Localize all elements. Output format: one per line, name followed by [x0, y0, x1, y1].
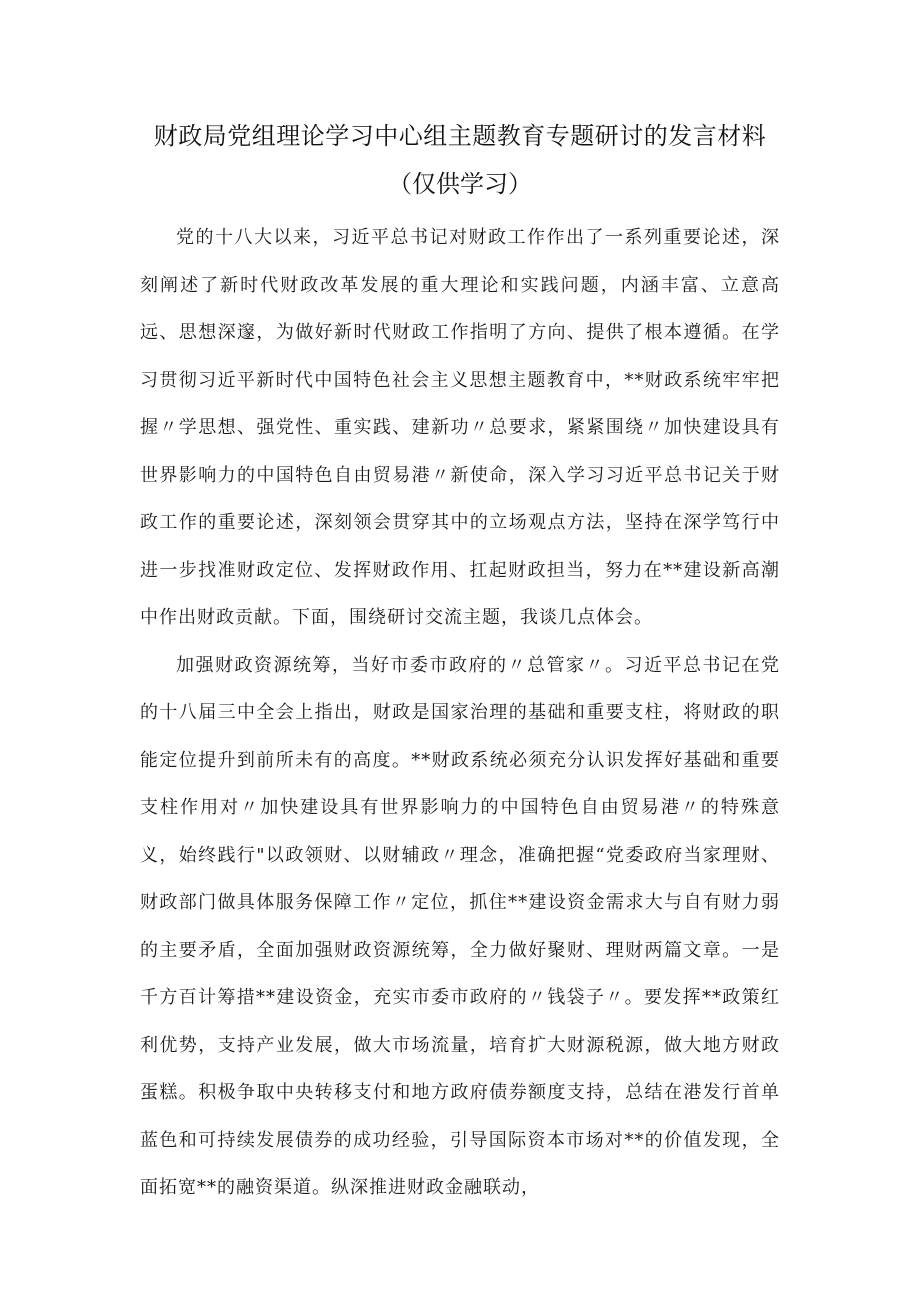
paragraph-intro: 党的十八大以来，习近平总书记对财政工作作出了一系列重要论述，深刻阐述了新时代财政改革发展的重大理论和实践问题，内涵丰富、立意高远、思想深邃，为做好新时代财政工作指明了方向、提供了根本遵循。在学习贯彻习近平新时代中国特色社会主义思想主题教育中，**财政系统牢牢把握〃学思想、强党性、重实践、建新功〃总要求，紧紧围绕〃加快建设具有世界影响力的中国特色自由贸易港〃新使命，深入学习习近平总书记关于财政工作的重要论述，深刻领会贯穿其中的立场观点方法，坚持在深学笃行中进一步找准财政定位、发挥财政作用、扛起财政担当，努力在**建设新高潮中作出财政贡献。下面，围绕研讨交流主题，我谈几点体会。 — [140, 227, 780, 628]
document-title: 财政局党组理论学习中心组主题教育专题研讨的发言材料 — [153, 122, 767, 150]
paragraph-fiscal-coordination: 加强财政资源统筹，当好市委市政府的〃总管家〃。习近平总书记在党的十八届三中全会上指出，财政是国家治理的基础和重要支柱，将财政的职能定位提升到前所未有的高度。**财政系统必须充分认识发挥好基础和重要支柱作用对〃加快建设具有世界影响力的中国特色自由贸易港〃的特殊意义，始终践行"以政领财、以财辅政〃理念，准确把握“党委政府当家理财、财政部门做具体服务保障工作〃定位，抓住**建设资金需求大与自有财力弱的主要矛盾，全面加强财政资源统筹，全力做好聚财、理财两篇文章。一是千方百计筹措**建设资金，充实市委市政府的〃钱袋子〃。要发挥**政策红利优势，支持产业发展，做大市场流量，培育扩大财源税源，做大地方财政蛋糕。积极争取中央转移支付和地方政府债券额度支持，总结在港发行首单蓝色和可持续发展债券的成功经验，引导国际资本市场对**的价值发现，全面拓宽**的融资渠道。纵深推进财政金融联动， — [140, 654, 780, 1198]
document-body — [140, 214, 780, 1212]
document-subtitle: （仅供学习） — [388, 170, 532, 198]
